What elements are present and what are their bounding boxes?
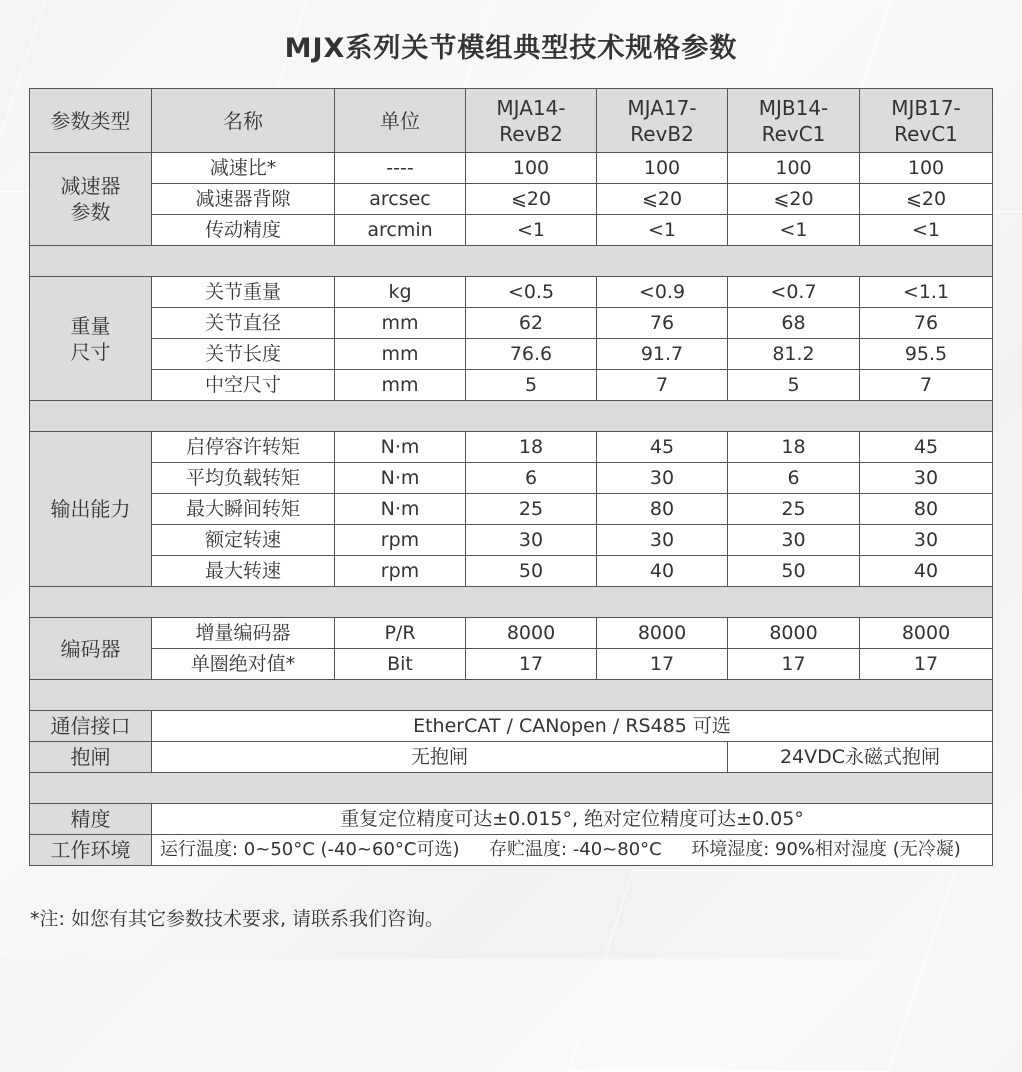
param-name: 最大转速 <box>152 556 335 587</box>
param-value: 40 <box>597 556 728 587</box>
param-value: <1 <box>860 215 993 246</box>
param-name: 中空尺寸 <box>152 370 335 401</box>
table-row <box>30 618 993 649</box>
param-value: <0.5 <box>466 277 597 308</box>
param-value: 30 <box>728 525 860 556</box>
page-title: MJX系列关节模组典型技术规格参数 <box>284 33 738 64</box>
header-model: MJA17-RevB2 <box>597 89 728 153</box>
param-value: 81.2 <box>728 339 860 370</box>
param-value: 5 <box>728 370 860 401</box>
param-value: 50 <box>728 556 860 587</box>
param-unit: arcsec <box>335 184 466 215</box>
param-value: 30 <box>597 463 728 494</box>
param-value: 7 <box>597 370 728 401</box>
header-model: MJB14-RevC1 <box>728 89 860 153</box>
param-name: 关节直径 <box>152 308 335 339</box>
table-row <box>30 711 993 742</box>
param-name: 增量编码器 <box>152 618 335 649</box>
param-value: 30 <box>597 525 728 556</box>
section-separator <box>30 773 993 804</box>
param-value: 95.5 <box>860 339 993 370</box>
param-value: <0.9 <box>597 277 728 308</box>
param-value: 76 <box>597 308 728 339</box>
param-value: 100 <box>728 153 860 184</box>
param-name: 额定转速 <box>152 525 335 556</box>
param-name: 启停容许转矩 <box>152 432 335 463</box>
param-unit: mm <box>335 308 466 339</box>
param-value: <1.1 <box>860 277 993 308</box>
precision-value: 重复定位精度可达±0.015°, 绝对定位精度可达±0.05° <box>152 804 993 835</box>
table-row <box>30 215 993 246</box>
section-separator <box>30 401 993 432</box>
param-unit: kg <box>335 277 466 308</box>
param-value: 25 <box>466 494 597 525</box>
param-unit: mm <box>335 370 466 401</box>
param-value: 18 <box>466 432 597 463</box>
header-model: MJA14-RevB2 <box>466 89 597 153</box>
section-separator <box>30 680 993 711</box>
param-unit: rpm <box>335 556 466 587</box>
section-separator <box>30 587 993 618</box>
param-value: 17 <box>728 649 860 680</box>
param-value: 100 <box>597 153 728 184</box>
param-value: 30 <box>860 463 993 494</box>
background-hexagon <box>567 870 955 1072</box>
param-unit: rpm <box>335 525 466 556</box>
param-value: <0.7 <box>728 277 860 308</box>
param-value: 100 <box>466 153 597 184</box>
table-row <box>30 742 993 773</box>
param-value: 50 <box>466 556 597 587</box>
table-row <box>30 649 993 680</box>
environment-value <box>152 835 993 866</box>
param-value: ⩽20 <box>466 184 597 215</box>
brake-value-none: 无抱闸 <box>152 742 728 773</box>
table-row <box>30 556 993 587</box>
param-value: <1 <box>597 215 728 246</box>
header-model: MJB17-RevC1 <box>860 89 993 153</box>
param-unit: N·m <box>335 494 466 525</box>
brake-value-24vdc: 24VDC永磁式抱闸 <box>728 742 993 773</box>
param-value: 7 <box>860 370 993 401</box>
category-output: 输出能力 <box>30 432 152 587</box>
footnote: *注: 如您有其它参数技术要求, 请联系我们咨询。 <box>30 908 445 930</box>
param-name: 单圈绝对值* <box>152 649 335 680</box>
param-value: <1 <box>466 215 597 246</box>
env-operating-temp: 运行温度: 0~50°C (-40~60°C可选) <box>160 839 460 860</box>
param-value: 8000 <box>466 618 597 649</box>
param-value: 30 <box>466 525 597 556</box>
param-name: 减速器背隙 <box>152 184 335 215</box>
param-name: 关节长度 <box>152 339 335 370</box>
param-value: 17 <box>466 649 597 680</box>
table-row <box>30 277 993 308</box>
param-value: ⩽20 <box>728 184 860 215</box>
param-value: 17 <box>597 649 728 680</box>
param-value: 91.7 <box>597 339 728 370</box>
category-precision: 精度 <box>30 804 152 835</box>
table-row <box>30 525 993 556</box>
param-unit: N·m <box>335 463 466 494</box>
header-name: 名称 <box>152 89 335 153</box>
param-value: ⩽20 <box>597 184 728 215</box>
param-value: 17 <box>860 649 993 680</box>
param-value: 8000 <box>728 618 860 649</box>
param-unit: N·m <box>335 432 466 463</box>
param-value: 5 <box>466 370 597 401</box>
param-value: 40 <box>860 556 993 587</box>
param-value: 76 <box>860 308 993 339</box>
param-unit: P/R <box>335 618 466 649</box>
section-separator <box>30 246 993 277</box>
param-value: 30 <box>860 525 993 556</box>
table-row <box>30 432 993 463</box>
param-name: 减速比* <box>152 153 335 184</box>
param-value: 6 <box>466 463 597 494</box>
param-value: 45 <box>597 432 728 463</box>
table-row <box>30 339 993 370</box>
param-name: 最大瞬间转矩 <box>152 494 335 525</box>
param-value: 18 <box>728 432 860 463</box>
param-value: 25 <box>728 494 860 525</box>
category-encoder: 编码器 <box>30 618 152 680</box>
param-name: 关节重量 <box>152 277 335 308</box>
table-row <box>30 494 993 525</box>
param-value: 68 <box>728 308 860 339</box>
category-weight-size: 重量尺寸 <box>30 277 152 401</box>
param-value: 6 <box>728 463 860 494</box>
param-unit: arcmin <box>335 215 466 246</box>
table-row <box>30 153 993 184</box>
param-unit: ---- <box>335 153 466 184</box>
table-row <box>30 463 993 494</box>
param-name: 传动精度 <box>152 215 335 246</box>
param-value: 80 <box>860 494 993 525</box>
param-value: 62 <box>466 308 597 339</box>
header-category: 参数类型 <box>30 89 152 153</box>
param-value: 8000 <box>860 618 993 649</box>
table-row <box>30 184 993 215</box>
header-unit: 单位 <box>335 89 466 153</box>
param-value: ⩽20 <box>860 184 993 215</box>
table-row <box>30 835 993 866</box>
param-unit: mm <box>335 339 466 370</box>
param-value: 76.6 <box>466 339 597 370</box>
param-value: 45 <box>860 432 993 463</box>
param-value: 100 <box>860 153 993 184</box>
comm-value: EtherCAT / CANopen / RS485 可选 <box>152 711 993 742</box>
param-value: <1 <box>728 215 860 246</box>
env-humidity: 环境湿度: 90%相对湿度 (无冷凝) <box>691 839 961 860</box>
category-reducer: 减速器参数 <box>30 153 152 246</box>
table-row <box>30 370 993 401</box>
param-unit: Bit <box>335 649 466 680</box>
spec-table <box>29 88 993 866</box>
table-row <box>30 804 993 835</box>
category-environment: 工作环境 <box>30 835 152 866</box>
category-comm: 通信接口 <box>30 711 152 742</box>
env-storage-temp: 存贮温度: -40~80°C <box>488 839 662 860</box>
param-name: 平均负载转矩 <box>152 463 335 494</box>
param-value: 8000 <box>597 618 728 649</box>
table-row <box>30 308 993 339</box>
table-header-row <box>30 89 993 153</box>
param-value: 80 <box>597 494 728 525</box>
category-brake: 抱闸 <box>30 742 152 773</box>
